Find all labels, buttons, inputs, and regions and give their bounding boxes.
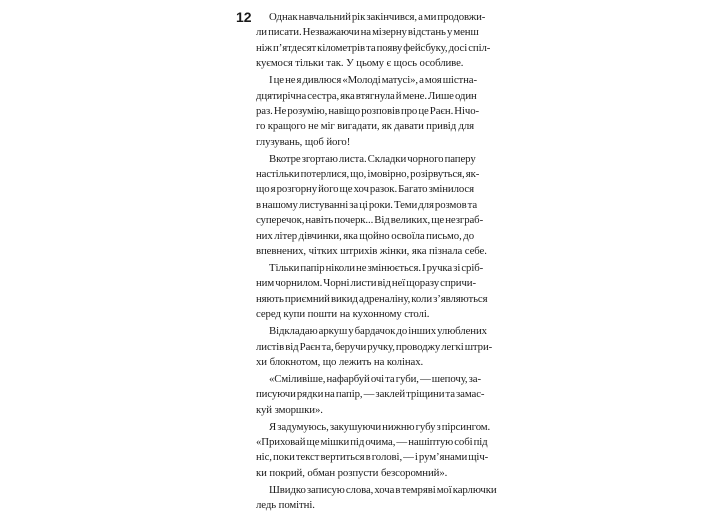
text-line: І це не я дивлюся «Молоді матусі», а моя шістна- <box>269 74 477 87</box>
text-line: Відкладаю аркуш у бардачок до інших улюблених <box>269 325 487 338</box>
text-column <box>256 10 497 514</box>
text-line: в нашому листуванні за ці роки. Теми для розмов та <box>256 198 478 211</box>
paragraph <box>256 420 491 482</box>
text-line: Тільки папір ніколи не змінюється. І ручка зі срiб- <box>269 262 484 274</box>
paragraph <box>256 73 480 150</box>
text-line: «Сміливіше, нафарбуй очі та губи, — шепочу, за- <box>269 372 481 385</box>
text-line: хи блокнотом, що лежить на колінах. <box>256 355 424 368</box>
text-line: раз. Не розумію, навіщо розповів про це Раєн. Нічо- <box>256 104 480 117</box>
text-line: ки покрий, обман розпусти безсоромний». <box>256 466 448 479</box>
text-line: них літер дівчинки, яка щойно освоїла письмо, до <box>256 229 474 242</box>
text-line: ледь помітні. <box>256 499 315 512</box>
text-line: листів від Раєн та, беручи ручку, проводжу легкі штри- <box>256 340 493 353</box>
text-line: впевнених, чітких штрихів жінки, яка пізнала себе. <box>256 245 487 258</box>
text-line: ніс, поки текст вертиться в голові, — і рум’янами щіч- <box>256 451 489 464</box>
page-number: 12 <box>236 9 252 25</box>
text-line: настільки потерлися, що, імовірно, розірвуться, як- <box>256 168 480 181</box>
text-line: ним чорнилом. Чорні листи від неї щоразу спричи- <box>256 277 476 290</box>
text-line: «Приховай ще мішки під очима, — нашіптую собі під <box>256 435 488 448</box>
text-line: Швидко записую слова, хоча в темряві мої карлючки <box>269 483 497 496</box>
text-line: ніж п’ятдесят кілометрів та появу фейсбуку, досі спіл- <box>256 41 491 54</box>
paragraph <box>256 372 485 418</box>
text-line: куємося тільки так. У цьому є щось особливе. <box>256 57 464 70</box>
text-line: няють приємний викид адреналіну, коли з’являються <box>256 292 488 305</box>
text-line: ли писати. Незважаючи на мізерну відстань у менш <box>256 26 479 39</box>
text-line: суперечок, навіть почерк... Від великих, ще незграб- <box>256 214 484 227</box>
paragraph <box>256 483 497 514</box>
text-line: куй зморшки». <box>256 403 323 416</box>
text-line: Вкотре згортаю листа. Складки чорного паперу <box>269 152 476 165</box>
text-line: дцятирічна сестра, яка втягнула й мене. Лише один <box>256 89 477 102</box>
paragraph <box>256 10 491 72</box>
text-line: го кращого не міг вигадати, як давати привід для <box>256 120 474 133</box>
text-line: писуючи рядки на папір, — заклей тріщини та замас- <box>256 388 485 401</box>
paragraph <box>256 152 487 260</box>
paragraph <box>256 261 488 323</box>
text-line: Я задумуюсь, закушуючи нижню губу з пірсингом. <box>269 420 491 433</box>
text-line: глузувань, щоб його! <box>256 135 351 148</box>
text-line: серед купи пошти на кухонному столі. <box>256 308 430 321</box>
text-line: Однак навчальний рік закінчився, а ми продовжи- <box>269 11 486 23</box>
paragraph <box>256 324 493 370</box>
text-line: що я розгорну його ще хоч разок. Багато змінилося <box>256 183 474 196</box>
